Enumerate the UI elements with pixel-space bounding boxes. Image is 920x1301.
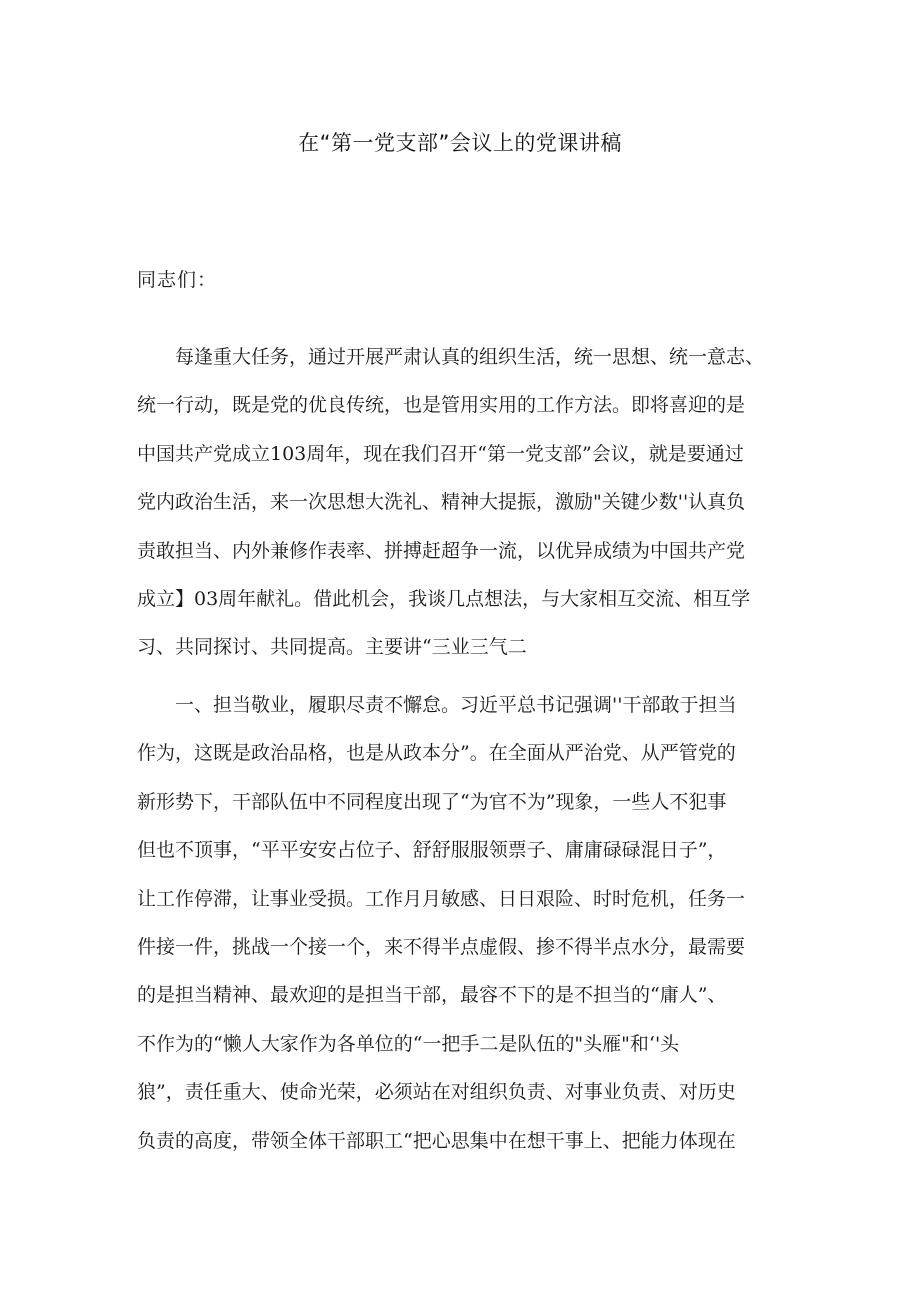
paragraph-line: 不作为的“懒人大家作为各单位的“一把手二是队伍的"头雁"和‘'头 [137, 1032, 680, 1055]
paragraph-line: 中国共产党成立103周年，现在我们召开“第一党支部”会议，就是要通过 [137, 442, 744, 465]
salutation: 同志们： [137, 269, 218, 291]
paragraph-line: 狼”，责任重大、使命光荣，必须站在对组织负责、对事业负责、对历史 [137, 1081, 736, 1104]
paragraph-line: 负责的高度，带领全体干部职工“把心思集中在想干事上、把能力体现在 [137, 1129, 736, 1152]
paragraph-line: 让工作停滞，让事业受损。工作月月敏感、日日艰险、时时危机，任务一 [137, 887, 746, 910]
paragraph-line: 每逢重大任务，通过开展严肃认真的组织生活，统一思想、统一意志、 [175, 346, 765, 368]
paragraph-1 [137, 333, 787, 672]
paragraph-line: 作为，这既是政治品格，也是从政本分”。在全面从严治党、从严管党的 [137, 742, 736, 765]
paragraph-line: 新形势下，干部队伍中不同程度出现了“为官不为”现象，一些人不犯事 [137, 790, 727, 813]
paragraph-line: 的是担当精神、最欢迎的是担当干部，最容不下的是不担当的“庸人”、 [137, 984, 727, 1007]
document-title: 在“第一党支部”会议上的党课讲稿 [298, 131, 622, 155]
paragraph-line: 责敢担当、内外兼修作表率、拼搏赶超争一流，以优异成绩为中国共产党 [137, 539, 746, 562]
paragraph-line: 成立】03周年献礼。借此机会，我谈几点想法，与大家相互交流、相互学 [137, 587, 751, 610]
paragraph-line: 件接一件，挑战一个接一个，来不得半点虚假、掺不得半点水分，最需要 [137, 935, 746, 958]
paragraph-line: 习、共同探讨、共同提高。主要讲“三业三气二 [137, 636, 527, 659]
paragraph-line: 统一行动，既是党的优良传统，也是管用实用的工作方法。即将喜迎的是 [137, 394, 746, 417]
paragraph-line: 一、担当敬业，履职尽责不懈怠。习近平总书记强调''干部敢于担当 [175, 694, 737, 716]
paragraph-2 [137, 681, 787, 1165]
paragraph-line: 党内政治生活，来一次思想大洗礼、精神大提振，激励"关键少数''认真负 [137, 491, 746, 514]
paragraph-line: 但也不顶事，“平平安安占位子、舒舒服服领票子、庸庸碌碌混日子”， [137, 839, 727, 862]
